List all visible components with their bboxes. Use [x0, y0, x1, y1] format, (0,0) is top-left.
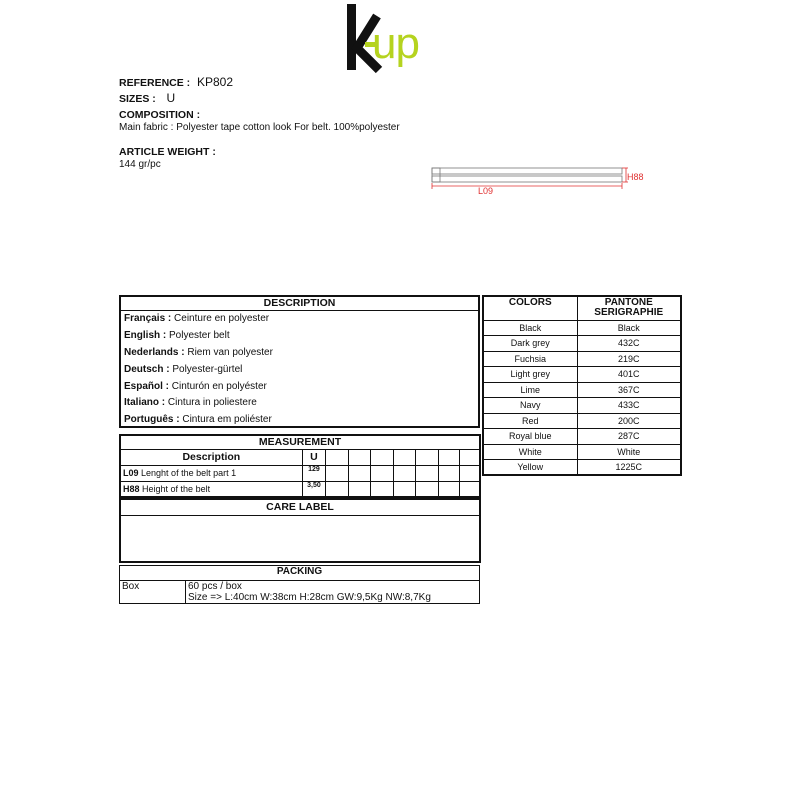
table-row — [483, 429, 681, 445]
color-name: Light grey — [483, 367, 577, 383]
pantone-code: 287C — [577, 429, 681, 445]
measurement-empty-cell — [326, 449, 349, 465]
table-row — [120, 465, 480, 481]
measurement-empty-cell — [459, 465, 480, 481]
sizes-line — [119, 92, 175, 106]
measurement-empty-cell — [416, 449, 439, 465]
desc-line-it — [124, 397, 257, 408]
measurement-col-size: U — [302, 449, 326, 465]
table-row — [483, 382, 681, 398]
length-dim-label: L09 — [478, 186, 494, 196]
measurement-empty-cell — [371, 465, 394, 481]
weight-label — [119, 146, 216, 159]
brand-logo — [345, 2, 435, 72]
measurement-empty-cell — [439, 481, 460, 497]
color-name: Lime — [483, 382, 577, 398]
weight-value: 144 gr/pc — [119, 159, 161, 170]
care-label-panel — [119, 498, 481, 563]
desc-line-en — [124, 330, 230, 341]
desc-text: Cintura in poliestere — [167, 397, 257, 408]
desc-text: Cinturón en polyéster — [171, 381, 267, 392]
table-row — [483, 320, 681, 336]
measurement-value: 129 — [302, 465, 326, 481]
measurement-empty-cell — [326, 481, 349, 497]
pantone-code: 432C — [577, 336, 681, 352]
desc-lang: English : — [124, 330, 167, 341]
table-row — [483, 444, 681, 460]
belt-sketch — [428, 163, 648, 199]
pantone-code: White — [577, 444, 681, 460]
color-name: Yellow — [483, 460, 577, 476]
measurement-text: Height of the belt — [142, 483, 211, 494]
table-row — [483, 336, 681, 352]
table-row — [483, 367, 681, 383]
color-name: Royal blue — [483, 429, 577, 445]
desc-lang: Français : — [124, 313, 172, 324]
measurement-empty-cell — [348, 481, 371, 497]
colors-table — [482, 295, 682, 476]
desc-line-nl — [124, 347, 273, 358]
desc-text: Polyester-gürtel — [172, 364, 243, 375]
desc-line-es — [124, 381, 267, 392]
desc-line-de — [124, 364, 242, 375]
packing-size: Size => L:40cm W:38cm H:28cm GW:9,5Kg NW:8,7Kg — [188, 592, 431, 603]
description-panel — [119, 295, 480, 428]
desc-text: Cintura em poliéster — [182, 414, 272, 425]
desc-text: Polyester belt — [169, 330, 230, 341]
desc-lang: Deutsch : — [124, 364, 170, 375]
color-name: Fuchsia — [483, 351, 577, 367]
desc-lang: Nederlands : — [124, 347, 185, 358]
desc-lang: Español : — [124, 381, 170, 392]
pantone-code: Black — [577, 320, 681, 336]
measurement-empty-cell — [416, 465, 439, 481]
weight-label-text: ARTICLE WEIGHT : — [119, 146, 216, 158]
color-name: Black — [483, 320, 577, 336]
measurement-empty-cell — [439, 449, 460, 465]
measurement-table — [119, 434, 481, 498]
composition-label — [119, 109, 200, 122]
height-dim-label: H88 — [627, 172, 644, 182]
measurement-empty-cell — [439, 465, 460, 481]
reference-line — [119, 76, 233, 90]
desc-text: Riem van polyester — [187, 347, 273, 358]
packing-box-label: Box — [120, 581, 186, 604]
color-name: Navy — [483, 398, 577, 414]
measurement-empty-cell — [416, 481, 439, 497]
pantone-col-header: PANTONE SERIGRAPHIE — [577, 296, 681, 320]
measurement-empty-cell — [393, 481, 416, 497]
logo-up-text: up — [372, 19, 419, 68]
desc-text: Ceinture en polyester — [174, 313, 270, 324]
composition-label-text: COMPOSITION : — [119, 109, 201, 121]
reference-value: KP802 — [196, 75, 233, 89]
sizes-value: U — [166, 91, 176, 105]
table-row — [120, 481, 480, 497]
sizes-label: SIZES : — [119, 93, 156, 105]
measurement-empty-cell — [348, 465, 371, 481]
table-row — [483, 413, 681, 429]
measurement-col-description: Description — [120, 449, 302, 465]
belt-drawing — [428, 163, 648, 199]
pantone-code: 219C — [577, 351, 681, 367]
desc-lang: Italiano : — [124, 397, 166, 408]
pantone-code: 1225C — [577, 460, 681, 476]
measurement-text: Lenght of the belt part 1 — [141, 468, 237, 478]
pantone-code: 401C — [577, 367, 681, 383]
desc-lang: Português : — [124, 414, 180, 425]
measurement-empty-cell — [459, 449, 480, 465]
description-title: DESCRIPTION — [121, 297, 478, 311]
measurement-empty-cell — [326, 465, 349, 481]
measurement-empty-cell — [371, 449, 394, 465]
packing-qty: 60 pcs / box — [188, 581, 242, 592]
measurement-code: H88 — [123, 483, 140, 494]
desc-line-pt — [124, 414, 272, 425]
measurement-empty-cell — [393, 449, 416, 465]
reference-label: REFERENCE : — [119, 77, 191, 89]
color-name: Dark grey — [483, 336, 577, 352]
pantone-code: 367C — [577, 382, 681, 398]
table-row — [483, 351, 681, 367]
measurement-empty-cell — [371, 481, 394, 497]
packing-details — [186, 581, 480, 604]
table-row — [483, 398, 681, 414]
packing-table — [119, 565, 480, 604]
pantone-code: 433C — [577, 398, 681, 414]
measurement-value: 3,50 — [302, 481, 326, 497]
colors-col-header: COLORS — [483, 296, 577, 320]
measurement-empty-cell — [393, 465, 416, 481]
desc-line-fr — [124, 313, 269, 324]
measurement-code: L09 — [123, 468, 139, 478]
color-name: White — [483, 444, 577, 460]
composition-value: Main fabric : Polyester tape cotton look For belt. 100%polyester — [119, 122, 400, 133]
table-row — [483, 460, 681, 476]
measurement-empty-cell — [459, 481, 480, 497]
measurement-row-label — [120, 481, 302, 497]
care-label-title: CARE LABEL — [121, 500, 479, 516]
measurement-row-label — [120, 465, 302, 481]
measurement-empty-cell — [348, 449, 371, 465]
pantone-code: 200C — [577, 413, 681, 429]
packing-title: PACKING — [120, 566, 480, 581]
color-name: Red — [483, 413, 577, 429]
measurement-title: MEASUREMENT — [120, 435, 480, 449]
